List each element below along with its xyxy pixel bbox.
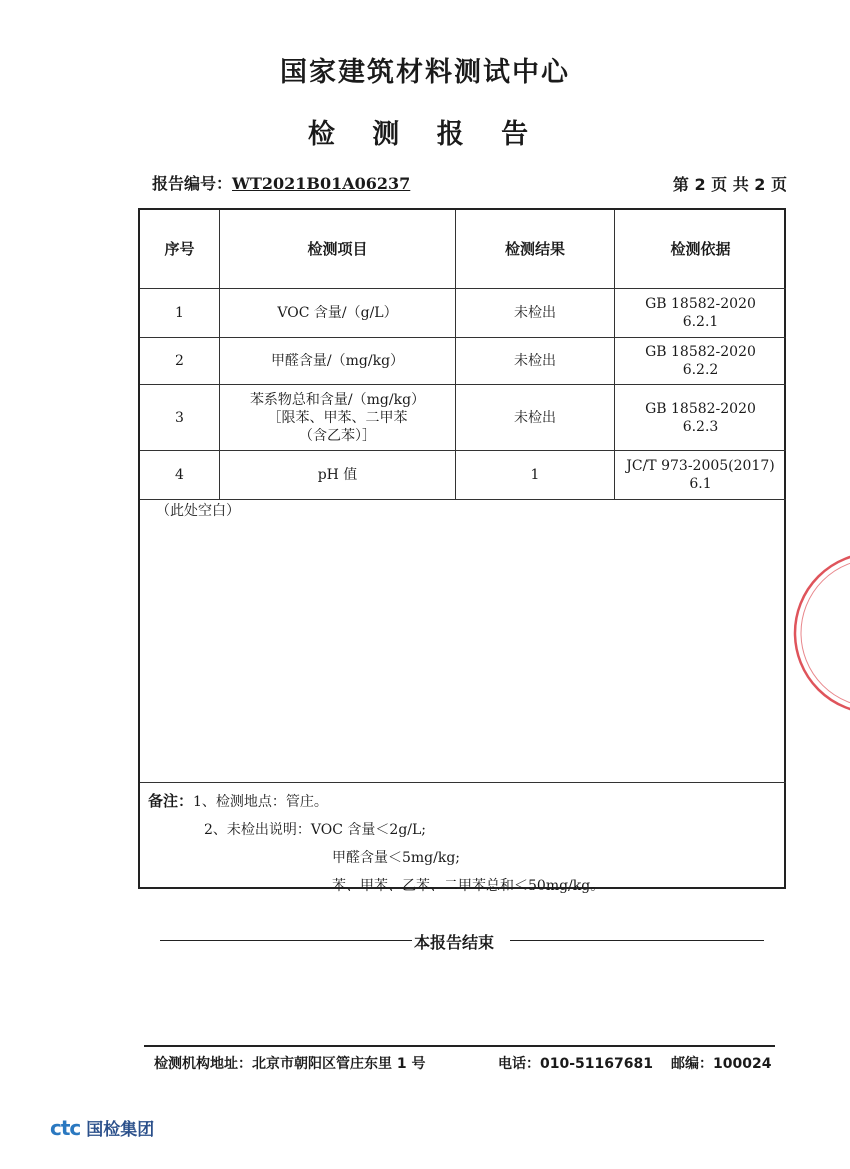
table-row-result: 1	[530, 467, 540, 483]
table-row-result: 未检出	[514, 305, 556, 321]
ctc-logo-icon: ctc	[50, 1115, 81, 1140]
item-line: （含乙苯）］	[299, 427, 376, 444]
item-line: ［限苯、甲苯、二甲苯	[267, 409, 408, 426]
table-row-item	[220, 385, 455, 450]
table-row-basis	[615, 289, 786, 337]
notes-divider	[140, 782, 786, 783]
basis-clause: 6.2.1	[682, 314, 719, 330]
logo-text: 国检集团	[86, 1120, 155, 1140]
header-item: 检测项目	[307, 240, 368, 258]
end-line-left	[160, 940, 412, 941]
header-basis: 检测依据	[670, 240, 731, 258]
table-row-no: 3	[175, 409, 184, 426]
basis-standard: GB 18582-2020	[645, 344, 756, 360]
results-table	[138, 208, 786, 894]
table-row-result: 未检出	[514, 409, 556, 426]
notes-line-1	[148, 790, 328, 811]
table-row-no: 4	[175, 467, 184, 483]
basis-clause: 6.1	[689, 476, 712, 492]
basis-standard: GB 18582-2020	[645, 296, 756, 312]
table-row-item: pH 值	[317, 467, 358, 483]
basis-standard: GB 18582-2020	[645, 400, 756, 417]
footer-address: 检测机构地址：北京市朝阳区管庄东里 1 号	[154, 1056, 426, 1072]
table-row-basis	[615, 338, 786, 384]
table-row-item: VOC 含量/（g/L）	[277, 305, 398, 321]
organization-title: 国家建筑材料测试中心	[280, 57, 570, 88]
notes-label: 备注：	[148, 792, 194, 810]
table-row-basis	[615, 385, 786, 450]
footer-phone: 电话：010-51167681	[498, 1056, 653, 1072]
company-logo	[50, 1115, 154, 1140]
item-line: 苯系物总和含量/（mg/kg）	[249, 391, 426, 408]
official-stamp	[780, 545, 850, 720]
table-row-item: 甲醛含量/（mg/kg）	[270, 353, 405, 369]
report-number-label: 报告编号：	[152, 174, 233, 193]
blank-note: （此处空白）	[156, 503, 240, 519]
basis-standard: JC/T 973-2005(2017)	[626, 458, 775, 474]
page-info: 第 2 页 共 2 页	[672, 175, 787, 194]
table-row-no: 1	[175, 305, 184, 321]
notes-line-2: 2、未检出说明：VOC 含量＜2g/L;	[204, 822, 427, 838]
basis-clause: 6.2.3	[682, 418, 719, 435]
report-number	[152, 171, 410, 194]
table-row-basis	[615, 451, 786, 499]
table-row-no: 2	[175, 353, 184, 369]
header-no: 序号	[164, 240, 195, 258]
table-row-result: 未检出	[514, 353, 556, 369]
end-of-report: 本报告结束	[414, 933, 495, 952]
footer-postcode: 邮编：100024	[671, 1056, 772, 1072]
report-number-value: WT2021B01A06237	[232, 174, 411, 193]
notes-text: 1、检测地点：管庄。	[193, 794, 328, 810]
header-result: 检测结果	[504, 240, 565, 258]
report-title: 检 测 报 告	[307, 119, 543, 150]
notes-line-4: 苯、甲苯、乙苯、二甲苯总和＜50mg/kg。	[332, 878, 605, 894]
basis-clause: 6.2.2	[682, 362, 719, 378]
end-line-right	[510, 940, 764, 941]
notes-line-3: 甲醛含量＜5mg/kg;	[332, 850, 461, 866]
footer-rule	[144, 1045, 775, 1047]
